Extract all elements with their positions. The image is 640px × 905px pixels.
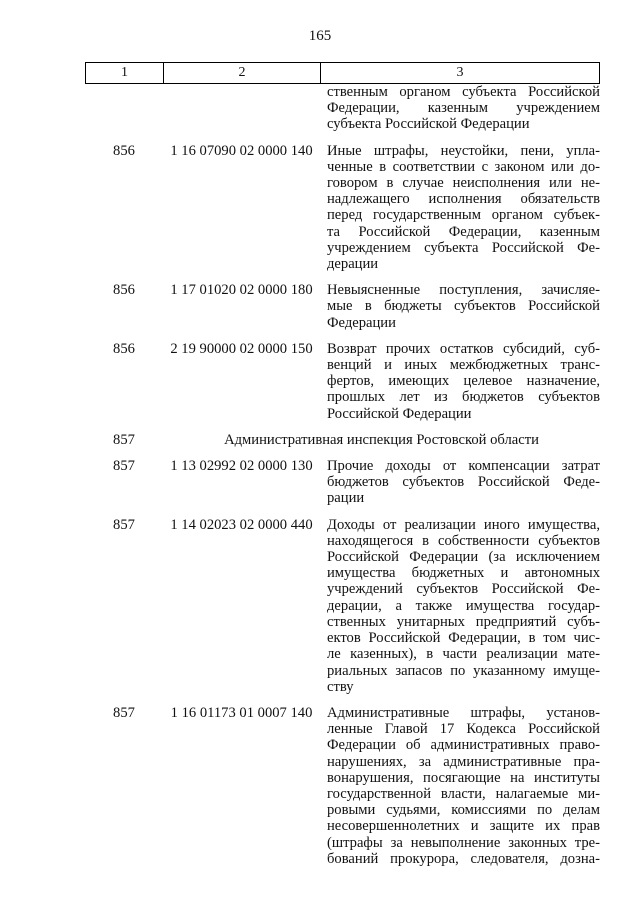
admin-code: 857 [113,458,135,475]
description-line: мые в бюджеты субъектов Российской [327,298,600,315]
revenue-code: 1 16 01173 01 0007 140 [170,704,313,721]
revenue-code: 2 19 90000 02 0000 150 [170,340,313,357]
description-line: ченные в соответствии с законом или до- [327,158,600,175]
description-line: учреждений субъектов Российской Фе- [327,581,600,598]
revenue-code: 1 14 02023 02 0000 440 [170,516,313,533]
description-line: Возврат прочих остатков субсидий, суб- [327,340,600,357]
description-line: учреждением субъекта Российской Фе- [327,239,600,256]
page-number: 165 [308,28,332,44]
description-line: фертов, имеющих целевое назначение, [327,373,600,390]
description-line: Доходы от реализации иного имущества, [327,516,600,533]
admin-code: 856 [113,340,135,357]
revenue-code: 1 16 07090 02 0000 140 [170,142,313,159]
revenue-description [327,705,600,867]
description-line: нарушениях, за административные пра- [327,753,600,770]
revenue-code: 1 13 02992 02 0000 130 [170,458,313,475]
admin-code: 857 [113,704,135,721]
revenue-code [163,84,320,133]
description-line: ственным органом субъекта Российской [327,84,600,100]
description-line: дерации, а также имущества государ- [327,597,600,614]
section-code: 857 [113,431,135,448]
section-row [85,432,600,448]
description-line: субъекта Российской Федерации [327,116,530,133]
table-row [85,517,600,695]
table-body [85,84,600,867]
description-line: ровыми судьями, комиссиями по делам [327,802,600,819]
column-header-1: 1 [86,63,164,83]
description-line: та Российской Федерации, казенным [327,223,600,240]
description-line: риальных запасов по указанному имуще- [327,662,600,679]
description-line: ле казенных), в части реализации мате- [327,646,600,663]
description-line: ектов Российской Федерации, в том чис- [327,630,600,647]
description-line: Российской Федерации [327,405,472,422]
description-line: несовершеннолетних и защите их прав [327,818,600,835]
revenue-description [327,143,600,273]
description-line: Федерации, казенным учреждением [327,100,600,117]
description-line: находящегося в собственности субъектов [327,532,600,549]
description-line: ленные Главой 17 Кодекса Российской [327,721,600,738]
table-row [85,282,600,331]
table-row [85,705,600,867]
description-line: Российской Федерации (за исключением [327,549,600,566]
description-line: Прочие доходы от компенсации затрат [327,458,600,475]
table-header [85,62,600,84]
description-line: прошлых лет из бюджетов субъектов [327,389,600,406]
description-line: Невыясненные поступления, зачисляе- [327,282,600,299]
description-line: вонарушения, посягающие на институты [327,769,600,786]
section-title: Административная инспекция Ростовской области [224,431,539,448]
description-line: бюджетов субъектов Российской Феде- [327,474,600,491]
description-line: ству [327,678,354,695]
column-header-2: 2 [164,63,321,83]
table-row [85,341,600,422]
description-line: перед государственным органом субъек- [327,207,600,224]
revenue-description [327,517,600,695]
description-line: ственных унитарных предприятий субъ- [327,613,600,630]
description-line: рации [327,490,365,507]
revenue-description [327,84,600,133]
description-line: надлежащего исполнения обязательств [327,191,600,208]
admin-code: 856 [113,142,135,159]
description-line: имущества бюджетных и автономных [327,565,600,582]
description-line: Административные штрафы, установ- [327,704,600,721]
revenue-description [327,282,600,331]
description-line: государственной власти, налагаемые ми- [327,785,600,802]
table-row [85,143,600,273]
admin-code: 856 [113,282,135,299]
description-line: Федерации об административных право- [327,737,600,754]
table-row [85,458,600,507]
description-line: венций и иных межбюджетных транс- [327,357,600,374]
description-line: говором в случае неисполнения или не- [327,175,600,192]
description-line: бований прокурора, следователя, дозна- [327,850,600,867]
description-line: Федерации [327,314,396,331]
description-line: Иные штрафы, неустойки, пени, упла- [327,142,600,159]
description-line: дерации [327,256,379,273]
admin-code [85,84,163,133]
description-line: (штрафы за невыполнение законных тре- [327,834,600,851]
revenue-code: 1 17 01020 02 0000 180 [170,282,313,299]
table-row [85,84,600,133]
revenue-description [327,341,600,422]
admin-code: 857 [113,516,135,533]
revenue-description [327,458,600,507]
column-header-3: 3 [456,65,464,80]
